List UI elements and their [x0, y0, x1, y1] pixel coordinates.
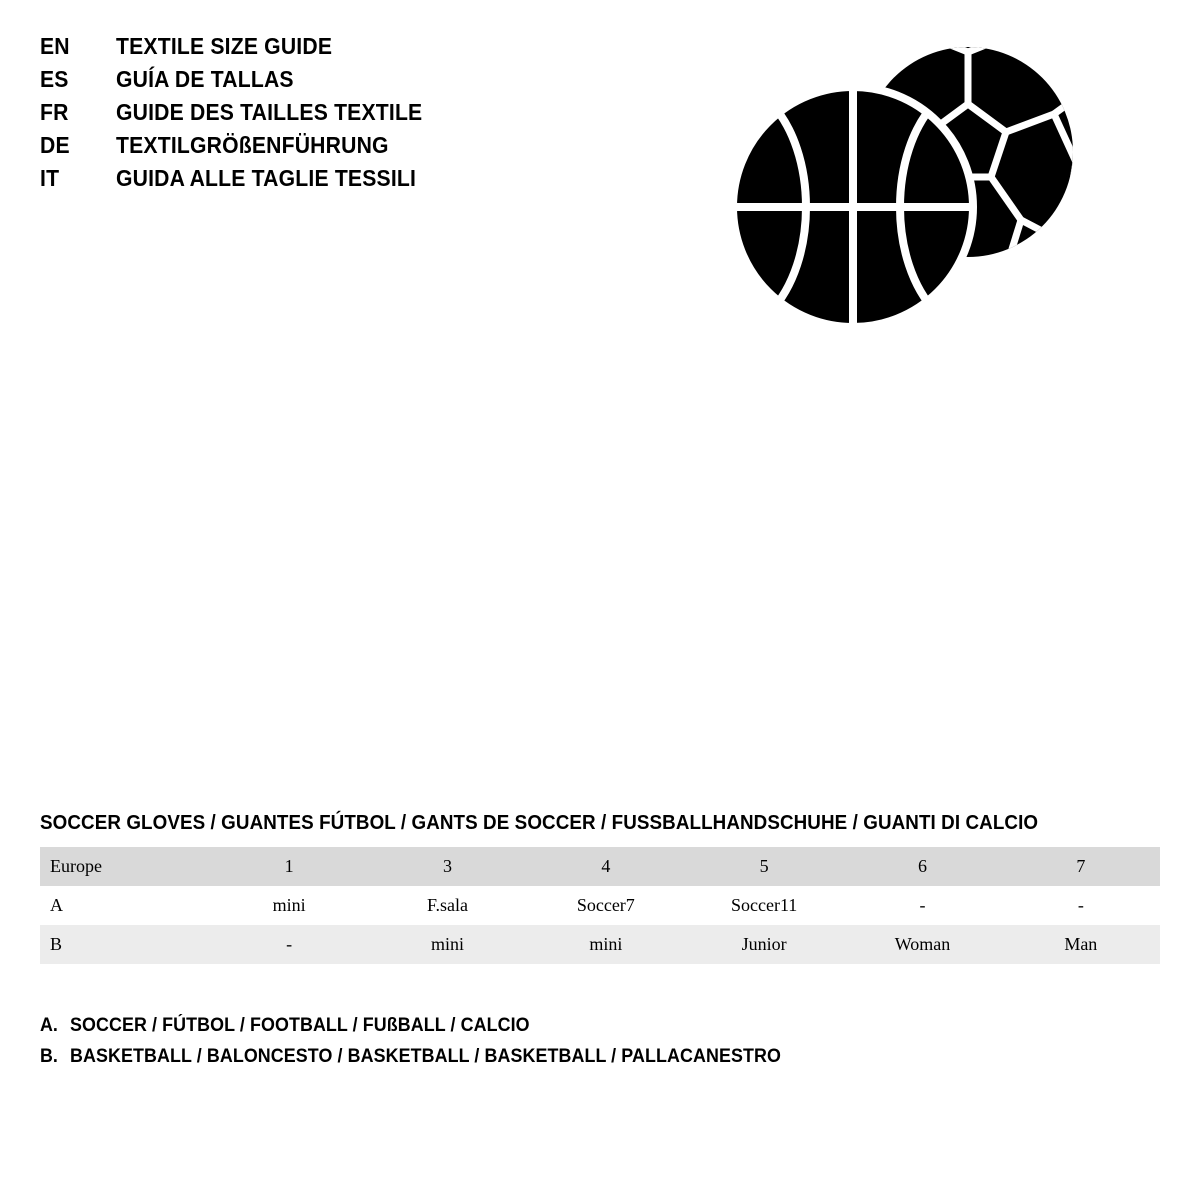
language-row — [40, 96, 680, 129]
size-table-title: SOCCER GLOVES / GUANTES FÚTBOL / GANTS DE SOCCER / FUSSBALLHANDSCHUHE / GUANTI DI CALCIO — [40, 812, 1039, 834]
table-header-cell: 3 — [368, 847, 526, 886]
legend-row — [40, 1046, 1040, 1077]
table-cell: - — [919, 895, 926, 915]
language-title: TEXTILGRÖßENFÜHRUNG — [116, 132, 389, 158]
table-cell: Man — [1002, 925, 1160, 964]
table-cell: mini — [272, 895, 306, 915]
table-header-cell: 7 — [1002, 847, 1160, 886]
table-cell: Woman — [843, 925, 1001, 964]
table-cell: mini — [527, 925, 685, 964]
legend — [40, 1015, 1040, 1077]
table-header-cell: 1 — [210, 847, 368, 886]
language-row — [40, 162, 680, 195]
table-cell: Soccer11 — [730, 895, 798, 915]
table-row — [40, 886, 1160, 925]
language-title: TEXTILE SIZE GUIDE — [116, 33, 333, 59]
table-header-cell: 5 — [685, 847, 843, 886]
language-title: GUIDA ALLE TAGLIE TESSILI — [116, 165, 417, 191]
language-title: GUIDE DES TAILLES TEXTILE — [116, 99, 423, 125]
table-row-label: A — [50, 895, 63, 915]
table-cell: - — [210, 925, 368, 964]
language-code: IT — [40, 165, 60, 191]
language-code: EN — [40, 33, 70, 59]
table-cell: F.sala — [426, 895, 469, 915]
table-cell: - — [1077, 895, 1084, 915]
language-title: GUÍA DE TALLAS — [116, 66, 294, 92]
table-header-cell: Europe — [40, 847, 210, 886]
legend-row — [40, 1015, 1040, 1046]
language-code: DE — [40, 132, 70, 158]
size-table-section — [40, 812, 1160, 964]
language-row — [40, 30, 680, 63]
legend-key: A. — [40, 1015, 58, 1036]
language-row — [40, 129, 680, 162]
basketball-and-soccer-ball-icon — [718, 42, 1098, 332]
size-table — [40, 847, 1160, 964]
table-row-label: B — [40, 925, 210, 964]
legend-key: B. — [40, 1046, 58, 1067]
table-cell: Soccer7 — [576, 895, 635, 915]
legend-text: SOCCER / FÚTBOL / FOOTBALL / FUßBALL / CALCIO — [70, 1015, 530, 1036]
language-list — [40, 30, 680, 195]
table-header-row — [40, 847, 1160, 886]
language-code: ES — [40, 66, 69, 92]
table-header-cell: 6 — [843, 847, 1001, 886]
table-cell: mini — [368, 925, 526, 964]
balls-graphic — [718, 42, 1098, 332]
table-cell: Junior — [685, 925, 843, 964]
legend-text: BASKETBALL / BALONCESTO / BASKETBALL / BASKETBALL / PALLACANESTRO — [70, 1046, 781, 1067]
language-row — [40, 63, 680, 96]
table-header-cell: 4 — [527, 847, 685, 886]
table-row — [40, 925, 1160, 964]
language-code: FR — [40, 99, 69, 125]
